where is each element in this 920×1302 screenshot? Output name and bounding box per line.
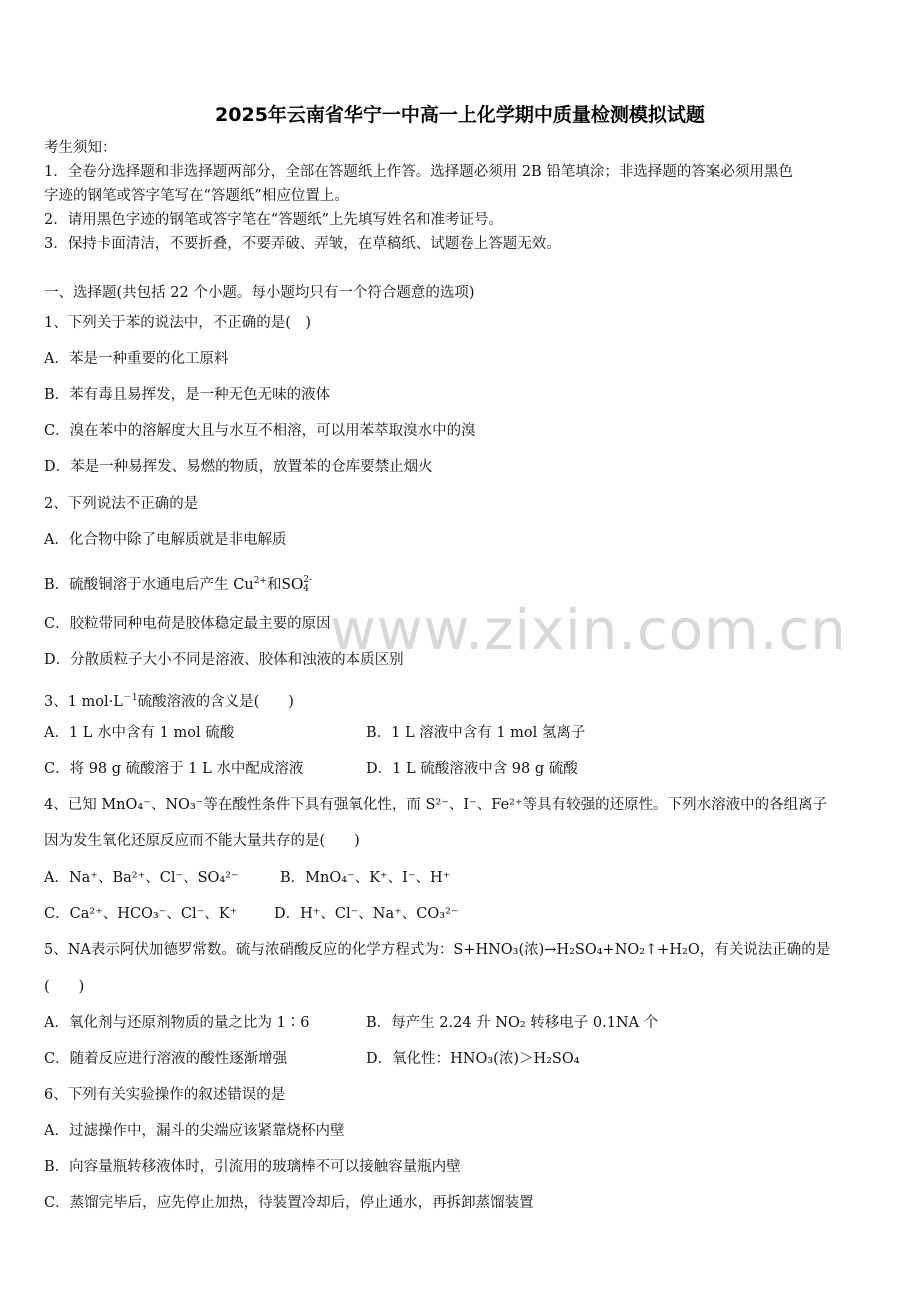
q3-option-c: C．将 98 g 硫酸溶于 1 L 水中配成溶液: [44, 761, 304, 777]
q3-option-b: B．1 L 溶液中含有 1 mol 氢离子: [366, 725, 586, 741]
q2-option-a: A．化合物中除了电解质就是非电解质: [44, 532, 287, 548]
q1-option-a: A．苯是一种重要的化工原料: [44, 351, 229, 367]
q2-option-d: D．分散质粒子大小不同是溶液、胶体和浊液的本质区别: [44, 652, 404, 668]
q2-b-so4: SO: [281, 573, 304, 593]
q5-option-d: D．氧化性：HNO₃(浓)＞H₂SO₄: [366, 1051, 580, 1067]
q4-stem-line2: 因为发生氧化还原反应而不能大量共存的是( ): [44, 833, 360, 849]
q4-stem-line1: 4、已知 MnO₄⁻、NO₃⁻等在酸性条件下具有强氧化性，而 S²⁻、I⁻、Fe²⁺等具有较强的还原性。下列水溶液中的各组离子: [44, 797, 828, 813]
q2-option-b: [44, 571, 312, 595]
q5-stem-line1: 5、NA表示阿伏加德罗常数。硫与浓硝酸反应的化学方程式为：S+HNO₃(浓)→H₂SO₄+NO₂↑+H₂O，有关说法正确的是: [44, 942, 831, 958]
notice-1: 1．全卷分选择题和非选择题两部分，全部在答题纸上作答。选择题必须用 2B 铅笔填涂；非选择题的答案必须用黑色: [44, 164, 793, 180]
q2-b-sup: 2+: [253, 576, 267, 586]
section-heading: 一、选择题(共包括 22 个小题。每小题均只有一个符合题意的选项): [44, 285, 475, 301]
notice-3: 3．保持卡面清洁，不要折叠，不要弄破、弄皱，在草稿纸、试题卷上答题无效。: [44, 236, 561, 252]
q2-b-so4-sub: 4: [303, 583, 309, 594]
q2-stem: 2、下列说法不正确的是: [44, 496, 199, 512]
q1-stem: 1、下列关于苯的说法中，不正确的是( ): [44, 315, 312, 331]
q3-stem-pre: 3、1 mol·L: [44, 693, 123, 710]
page-title: 2025年云南省华宁一中高一上化学期中质量检测模拟试题: [215, 104, 705, 126]
q6-option-c: C．蒸馏完毕后，应先停止加热，待装置冷却后，停止通水，再拆卸蒸馏装置: [44, 1195, 534, 1211]
q1-option-b: B．苯有毒且易挥发，是一种无色无味的液体: [44, 387, 331, 403]
q5-stem-line2: ( ): [44, 979, 85, 995]
q4-option-b: B．MnO₄⁻、K⁺、I⁻、H⁺: [280, 870, 451, 886]
q2-b-so4-sup: 2-: [303, 574, 312, 585]
q6-stem: 6、下列有关实验操作的叙述错误的是: [44, 1087, 286, 1103]
q3-stem-post: 硫酸溶液的含义是( ): [137, 693, 294, 710]
q2-option-c: C．胶粒带同种电荷是胶体稳定最主要的原因: [44, 616, 331, 632]
watermark: www.zixin.com.cn: [330, 598, 847, 663]
q4-option-a: A．Na⁺、Ba²⁺、Cl⁻、SO₄²⁻: [44, 870, 239, 886]
q5-option-b: B．每产生 2.24 升 NO₂ 转移电子 0.1NA 个: [366, 1015, 659, 1031]
notice-1-cont: 字迹的钢笔或答字笔写在“答题纸”相应位置上。: [44, 188, 349, 204]
q1-option-c: C．溴在苯中的溶解度大且与水互不相溶，可以用苯萃取溴水中的溴: [44, 423, 476, 439]
q3-stem: [44, 688, 294, 712]
q2-b-text: B．硫酸铜溶于水通电后产生 Cu: [44, 576, 254, 593]
q2-b-and: 和: [266, 576, 282, 593]
q4-option-d: D．H⁺、Cl⁻、Na⁺、CO₃²⁻: [274, 906, 459, 922]
q5-option-a: A．氧化剂与还原剂物质的量之比为 1∶6: [44, 1015, 310, 1031]
q6-option-a: A．过滤操作中，漏斗的尖端应该紧靠烧杯内壁: [44, 1123, 345, 1139]
q4-option-c: C．Ca²⁺、HCO₃⁻、Cl⁻、K⁺: [44, 906, 238, 922]
notice-2: 2．请用黑色字迹的钢笔或答字笔在“答题纸”上先填写姓名和准考证号。: [44, 212, 504, 228]
q3-option-a: A．1 L 水中含有 1 mol 硫酸: [44, 725, 235, 741]
q6-option-b: B．向容量瓶转移液体时，引流用的玻璃棒不可以接触容量瓶内壁: [44, 1159, 461, 1175]
q3-option-d: D．1 L 硫酸溶液中含 98 g 硫酸: [366, 761, 578, 777]
q3-stem-sup: －1: [122, 693, 138, 703]
notice-heading: 考生须知：: [44, 140, 117, 156]
q1-option-d: D．苯是一种易挥发、易燃的物质，放置苯的仓库要禁止烟火: [44, 459, 433, 475]
q5-option-c: C．随着反应进行溶液的酸性逐渐增强: [44, 1051, 288, 1067]
